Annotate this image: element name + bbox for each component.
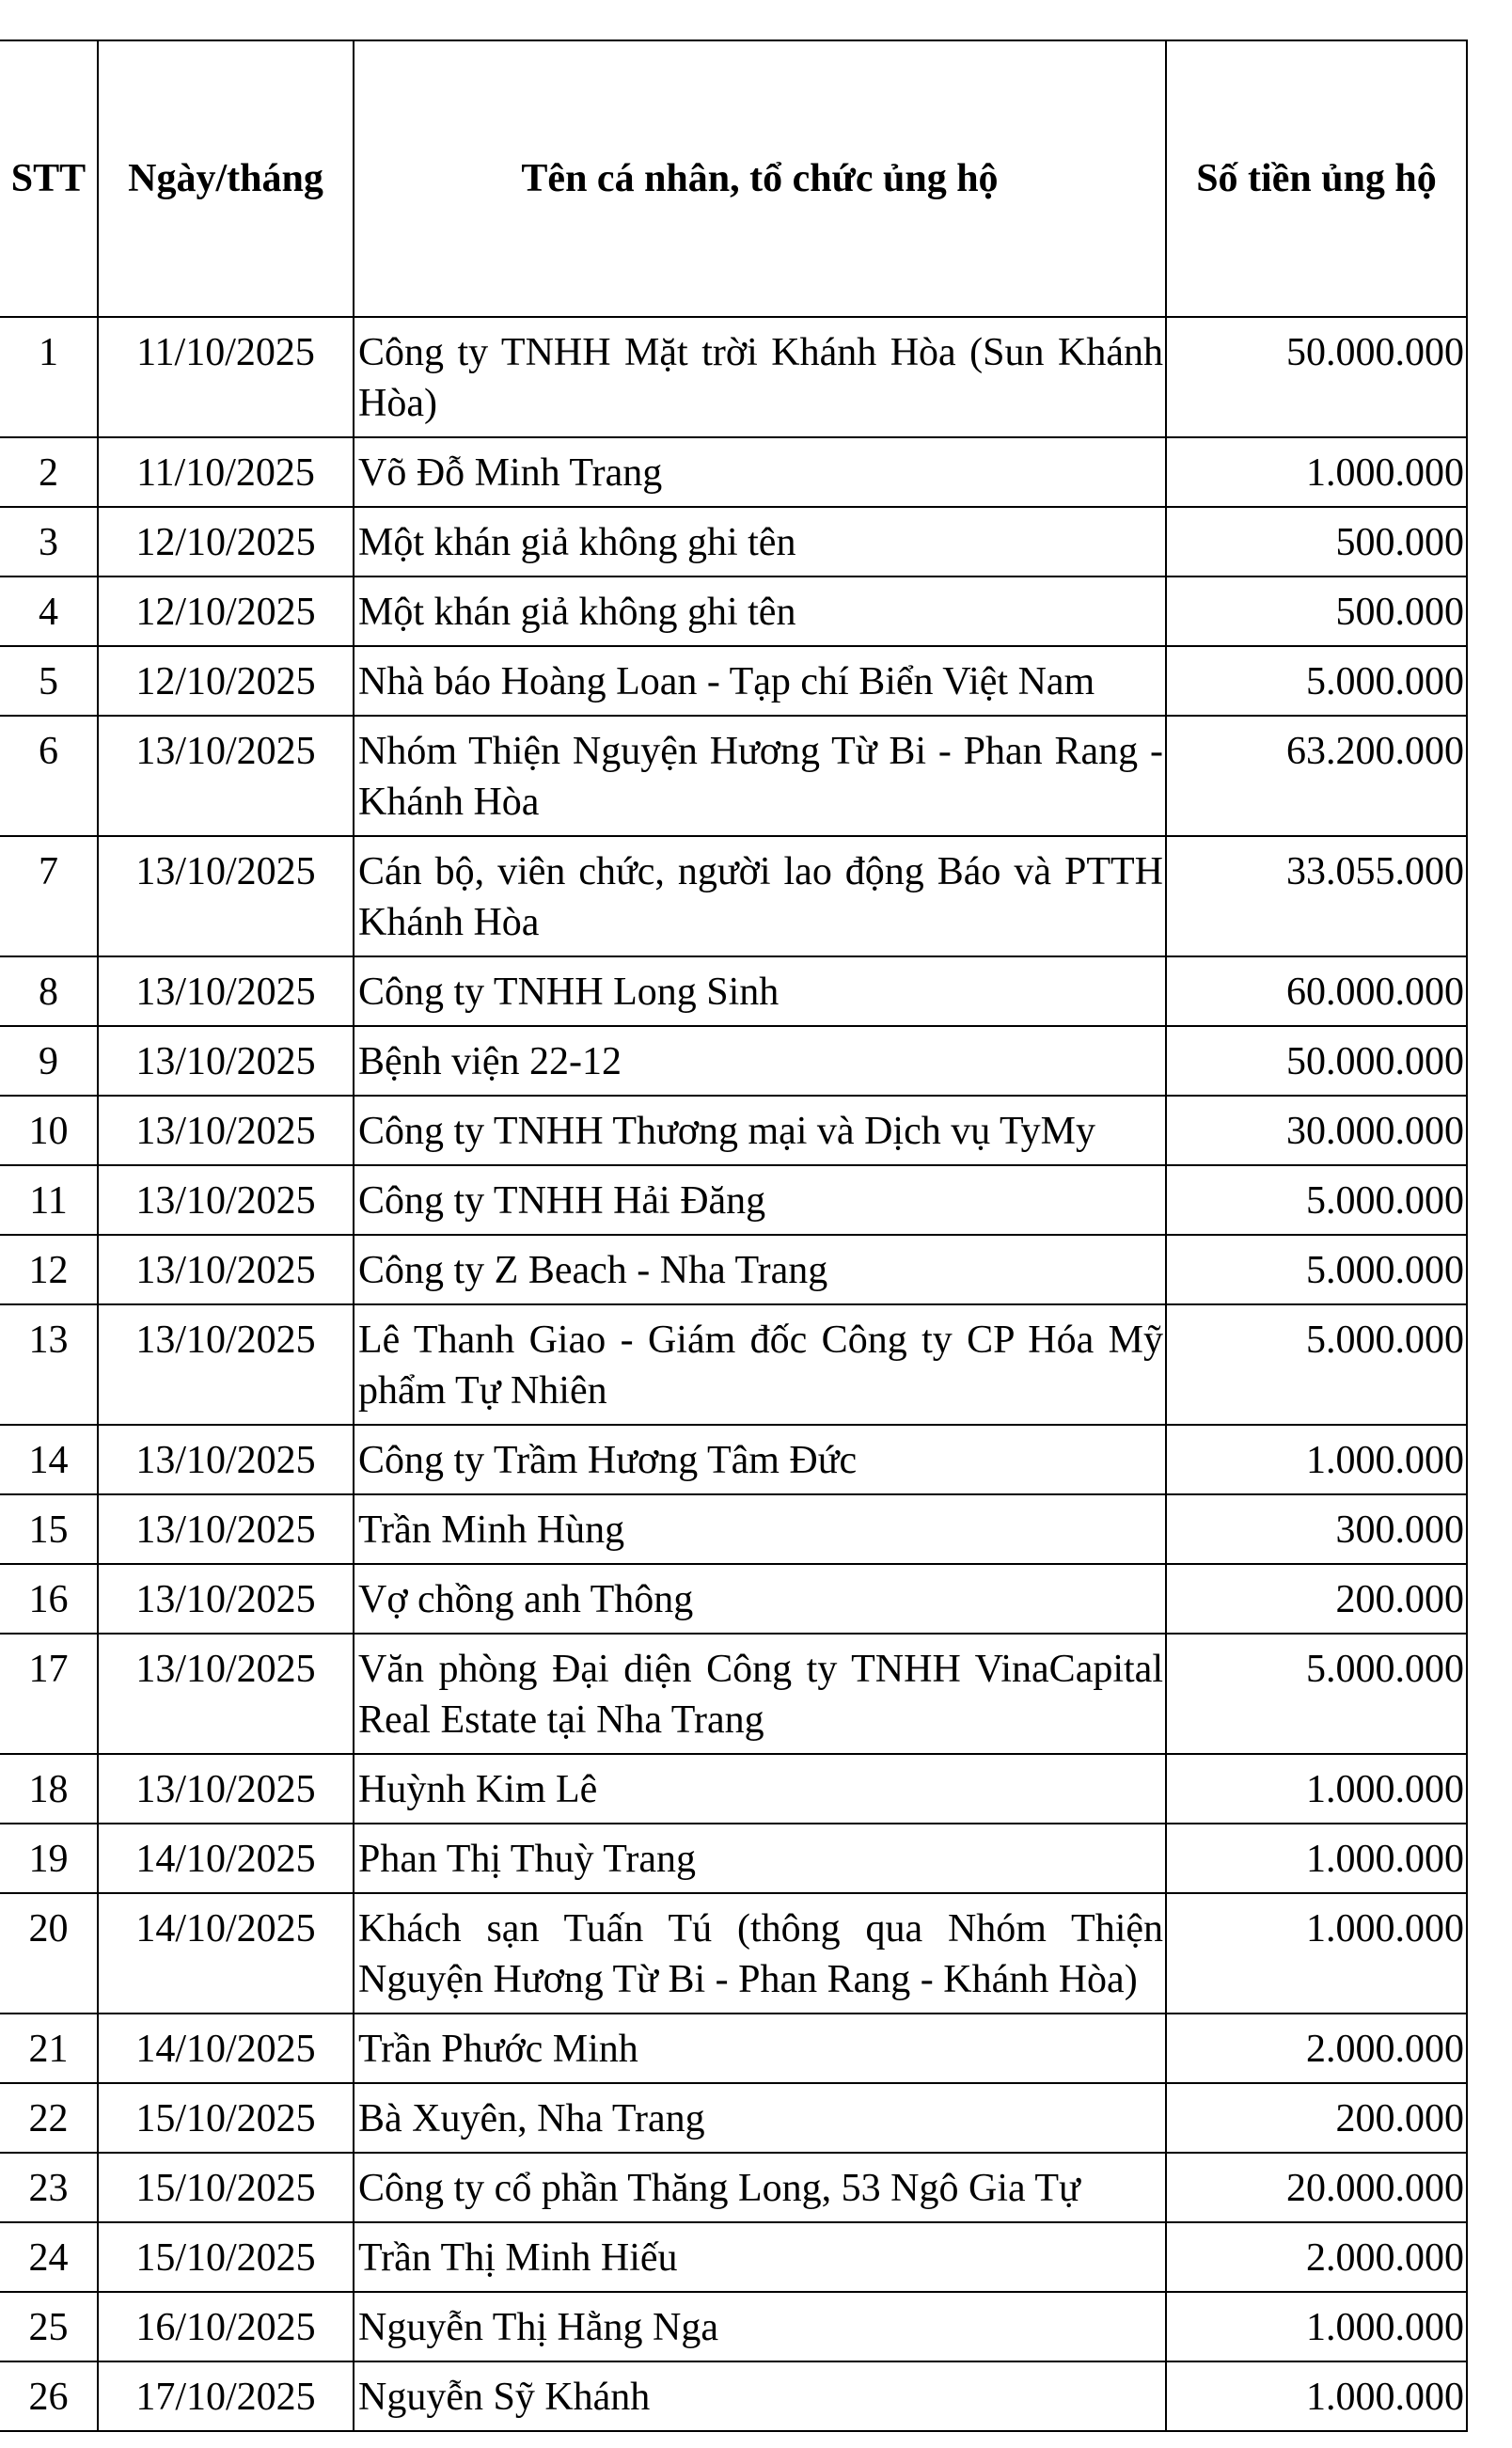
cell-amount: 200.000: [1166, 1564, 1467, 1634]
cell-donor-name: Trần Phước Minh: [354, 2014, 1166, 2083]
cell-donor-name: Bà Xuyên, Nha Trang: [354, 2083, 1166, 2153]
cell-date: 11/10/2025: [98, 437, 354, 507]
cell-amount: 500.000: [1166, 576, 1467, 646]
cell-date: 15/10/2025: [98, 2153, 354, 2222]
cell-amount: 1.000.000: [1166, 1425, 1467, 1494]
cell-date: 13/10/2025: [98, 716, 354, 836]
cell-date: 14/10/2025: [98, 1893, 354, 2014]
cell-stt: 25: [0, 2292, 98, 2361]
cell-date: 13/10/2025: [98, 956, 354, 1026]
table-row: [0, 646, 1467, 716]
cell-donor-name: Nguyễn Sỹ Khánh: [354, 2361, 1166, 2431]
table-row: [0, 317, 1467, 437]
table-row: [0, 437, 1467, 507]
header-amount: Số tiền ủng hộ: [1166, 40, 1467, 317]
cell-stt: 7: [0, 836, 98, 956]
cell-stt: 18: [0, 1754, 98, 1824]
cell-amount: 1.000.000: [1166, 1893, 1467, 2014]
cell-stt: 11: [0, 1165, 98, 1235]
cell-amount: 5.000.000: [1166, 1634, 1467, 1754]
cell-donor-name: Nguyễn Thị Hằng Nga: [354, 2292, 1166, 2361]
table-row: [0, 2292, 1467, 2361]
cell-date: 16/10/2025: [98, 2292, 354, 2361]
cell-date: 13/10/2025: [98, 1564, 354, 1634]
cell-donor-name: Võ Đỗ Minh Trang: [354, 437, 1166, 507]
header-date: Ngày/tháng: [98, 40, 354, 317]
table-row: [0, 2361, 1467, 2431]
cell-stt: 4: [0, 576, 98, 646]
cell-amount: 500.000: [1166, 507, 1467, 576]
cell-date: 12/10/2025: [98, 576, 354, 646]
cell-date: 17/10/2025: [98, 2361, 354, 2431]
header-stt: STT: [0, 40, 98, 317]
cell-date: 12/10/2025: [98, 507, 354, 576]
cell-amount: 30.000.000: [1166, 1096, 1467, 1165]
cell-amount: 1.000.000: [1166, 437, 1467, 507]
cell-amount: 2.000.000: [1166, 2014, 1467, 2083]
cell-donor-name: Một khán giả không ghi tên: [354, 576, 1166, 646]
table-row: [0, 836, 1467, 956]
cell-amount: 63.200.000: [1166, 716, 1467, 836]
cell-amount: 60.000.000: [1166, 956, 1467, 1026]
cell-stt: 21: [0, 2014, 98, 2083]
cell-donor-name: Công ty Trầm Hương Tâm Đức: [354, 1425, 1166, 1494]
cell-date: 15/10/2025: [98, 2083, 354, 2153]
table-row: [0, 1494, 1467, 1564]
table-body: [0, 317, 1467, 2431]
table-row: [0, 956, 1467, 1026]
cell-donor-name: Công ty Z Beach - Nha Trang: [354, 1235, 1166, 1304]
cell-amount: 50.000.000: [1166, 317, 1467, 437]
table-row: [0, 507, 1467, 576]
table-row: [0, 1754, 1467, 1824]
table-row: [0, 1824, 1467, 1893]
cell-stt: 3: [0, 507, 98, 576]
cell-donor-name: Công ty TNHH Hải Đăng: [354, 1165, 1166, 1235]
cell-donor-name: Công ty TNHH Thương mại và Dịch vụ TyMy: [354, 1096, 1166, 1165]
cell-stt: 24: [0, 2222, 98, 2292]
table-row: [0, 1634, 1467, 1754]
cell-amount: 1.000.000: [1166, 1754, 1467, 1824]
cell-date: 13/10/2025: [98, 1634, 354, 1754]
cell-stt: 1: [0, 317, 98, 437]
cell-date: 11/10/2025: [98, 317, 354, 437]
cell-stt: 6: [0, 716, 98, 836]
cell-date: 13/10/2025: [98, 1494, 354, 1564]
cell-date: 13/10/2025: [98, 1096, 354, 1165]
cell-donor-name: Trần Thị Minh Hiếu: [354, 2222, 1166, 2292]
cell-amount: 200.000: [1166, 2083, 1467, 2153]
cell-amount: 33.055.000: [1166, 836, 1467, 956]
cell-stt: 12: [0, 1235, 98, 1304]
cell-date: 13/10/2025: [98, 1754, 354, 1824]
table-row: [0, 1026, 1467, 1096]
cell-donor-name: Huỳnh Kim Lê: [354, 1754, 1166, 1824]
cell-donor-name: Phan Thị Thuỳ Trang: [354, 1824, 1166, 1893]
cell-stt: 15: [0, 1494, 98, 1564]
cell-stt: 9: [0, 1026, 98, 1096]
cell-donor-name: Bệnh viện 22-12: [354, 1026, 1166, 1096]
cell-amount: 50.000.000: [1166, 1026, 1467, 1096]
cell-donor-name: Công ty cổ phần Thăng Long, 53 Ngô Gia Tự: [354, 2153, 1166, 2222]
cell-amount: 5.000.000: [1166, 1165, 1467, 1235]
cell-stt: 5: [0, 646, 98, 716]
cell-date: 14/10/2025: [98, 2014, 354, 2083]
table-row: [0, 716, 1467, 836]
table-row: [0, 1893, 1467, 2014]
table-row: [0, 1165, 1467, 1235]
cell-stt: 14: [0, 1425, 98, 1494]
table-row: [0, 1096, 1467, 1165]
cell-stt: 10: [0, 1096, 98, 1165]
cell-amount: 1.000.000: [1166, 1824, 1467, 1893]
cell-stt: 8: [0, 956, 98, 1026]
table-row: [0, 2222, 1467, 2292]
cell-donor-name: Cán bộ, viên chức, người lao động Báo và PTTH Khánh Hòa: [354, 836, 1166, 956]
cell-stt: 23: [0, 2153, 98, 2222]
cell-date: 13/10/2025: [98, 1026, 354, 1096]
cell-donor-name: Nhóm Thiện Nguyện Hương Từ Bi - Phan Rang - Khánh Hòa: [354, 716, 1166, 836]
donation-table: [0, 39, 1468, 2432]
table-row: [0, 2083, 1467, 2153]
cell-stt: 17: [0, 1634, 98, 1754]
cell-stt: 26: [0, 2361, 98, 2431]
table-row: [0, 1304, 1467, 1425]
cell-date: 13/10/2025: [98, 1304, 354, 1425]
table-row: [0, 1235, 1467, 1304]
cell-date: 13/10/2025: [98, 836, 354, 956]
cell-amount: 2.000.000: [1166, 2222, 1467, 2292]
cell-donor-name: Lê Thanh Giao - Giám đốc Công ty CP Hóa Mỹ phẩm Tự Nhiên: [354, 1304, 1166, 1425]
cell-donor-name: Vợ chồng anh Thông: [354, 1564, 1166, 1634]
cell-stt: 20: [0, 1893, 98, 2014]
cell-amount: 1.000.000: [1166, 2292, 1467, 2361]
cell-donor-name: Trần Minh Hùng: [354, 1494, 1166, 1564]
cell-donor-name: Văn phòng Đại diện Công ty TNHH VinaCapital Real Estate tại Nha Trang: [354, 1634, 1166, 1754]
cell-donor-name: Công ty TNHH Long Sinh: [354, 956, 1166, 1026]
cell-stt: 19: [0, 1824, 98, 1893]
cell-date: 13/10/2025: [98, 1425, 354, 1494]
cell-amount: 1.000.000: [1166, 2361, 1467, 2431]
cell-amount: 300.000: [1166, 1494, 1467, 1564]
table-header-row: [0, 40, 1467, 317]
cell-donor-name: Khách sạn Tuấn Tú (thông qua Nhóm Thiện Nguyện Hương Từ Bi - Phan Rang - Khánh Hòa): [354, 1893, 1166, 2014]
cell-date: 13/10/2025: [98, 1235, 354, 1304]
cell-date: 15/10/2025: [98, 2222, 354, 2292]
cell-donor-name: Một khán giả không ghi tên: [354, 507, 1166, 576]
cell-donor-name: Nhà báo Hoàng Loan - Tạp chí Biển Việt Nam: [354, 646, 1166, 716]
table-row: [0, 2153, 1467, 2222]
cell-date: 12/10/2025: [98, 646, 354, 716]
cell-amount: 5.000.000: [1166, 646, 1467, 716]
cell-stt: 2: [0, 437, 98, 507]
cell-stt: 16: [0, 1564, 98, 1634]
cell-date: 13/10/2025: [98, 1165, 354, 1235]
table-row: [0, 1564, 1467, 1634]
cell-stt: 13: [0, 1304, 98, 1425]
cell-stt: 22: [0, 2083, 98, 2153]
table-row: [0, 1425, 1467, 1494]
cell-amount: 5.000.000: [1166, 1235, 1467, 1304]
cell-date: 14/10/2025: [98, 1824, 354, 1893]
header-name: Tên cá nhân, tổ chức ủng hộ: [354, 40, 1166, 317]
cell-donor-name: Công ty TNHH Mặt trời Khánh Hòa (Sun Khánh Hòa): [354, 317, 1166, 437]
cell-amount: 20.000.000: [1166, 2153, 1467, 2222]
cell-amount: 5.000.000: [1166, 1304, 1467, 1425]
table-row: [0, 576, 1467, 646]
table-row: [0, 2014, 1467, 2083]
